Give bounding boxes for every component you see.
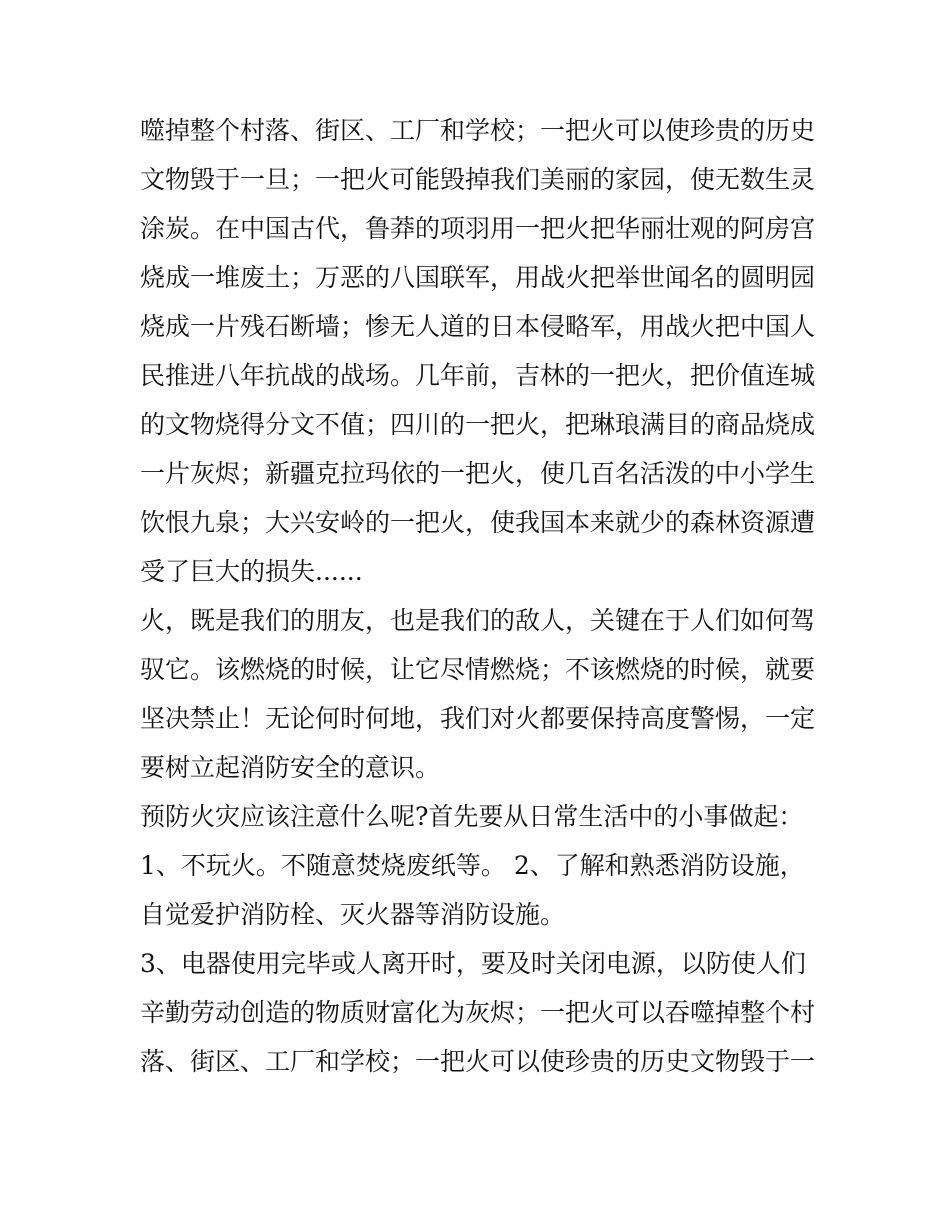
body-text — [140, 106, 820, 1086]
text-line-13: 坚决禁止！无论何时何地，我们对火都要保持高度警惕，一定 — [140, 704, 816, 733]
text-line-17: 自觉爱护消防栓、灭火器等消防设施。 — [140, 900, 566, 929]
text-line-19: 辛勤劳动创造的物质财富化为灰烬；一把火可以吞噬掉整个村 — [140, 998, 816, 1027]
text-line-18: 3、电器使用完毕或人离开时，要及时关闭电源，以防使人们 — [140, 949, 806, 978]
text-line-16: 1、不玩火。不随意焚烧废纸等。 2、了解和熟悉消防设施， — [140, 851, 805, 880]
text-line-20: 落、街区、工厂和学校；一把火可以使珍贵的历史文物毁于一 — [140, 1047, 816, 1076]
text-line-15: 预防火灾应该注意什么呢?首先要从日常生活中的小事做起： — [140, 802, 804, 831]
text-line-3: 涂炭。在中国古代，鲁莽的项羽用一把火把华丽壮观的阿房宫 — [140, 214, 816, 243]
text-line-12: 驭它。该燃烧的时候，让它尽情燃烧；不该燃烧的时候，就要 — [140, 655, 816, 684]
text-line-9: 饮恨九泉；大兴安岭的一把火，使我国本来就少的森林资源遭 — [140, 508, 816, 537]
text-line-11: 火，既是我们的朋友，也是我们的敌人，关键在于人们如何驾 — [140, 606, 816, 635]
text-line-4: 烧成一堆废土；万恶的八国联军，用战火把举世闻名的圆明园 — [140, 263, 816, 292]
text-line-8: 一片灰烬；新疆克拉玛依的一把火，使几百名活泼的中小学生 — [140, 459, 816, 488]
text-line-14: 要树立起消防安全的意识。 — [140, 753, 441, 782]
text-line-10: 受了巨大的损失...... — [140, 557, 363, 586]
text-line-5: 烧成一片残石断墙；惨无人道的日本侵略军，用战火把中国人 — [140, 312, 816, 341]
text-line-6: 民推进八年抗战的战场。几年前，吉林的一把火，把价值连城 — [140, 361, 816, 390]
text-line-1: 噬掉整个村落、街区、工厂和学校；一把火可以使珍贵的历史 — [140, 116, 816, 145]
text-line-2: 文物毁于一旦；一把火可能毁掉我们美丽的家园，使无数生灵 — [140, 165, 816, 194]
text-line-7: 的文物烧得分文不值；四川的一把火，把琳琅满目的商品烧成 — [140, 410, 816, 439]
